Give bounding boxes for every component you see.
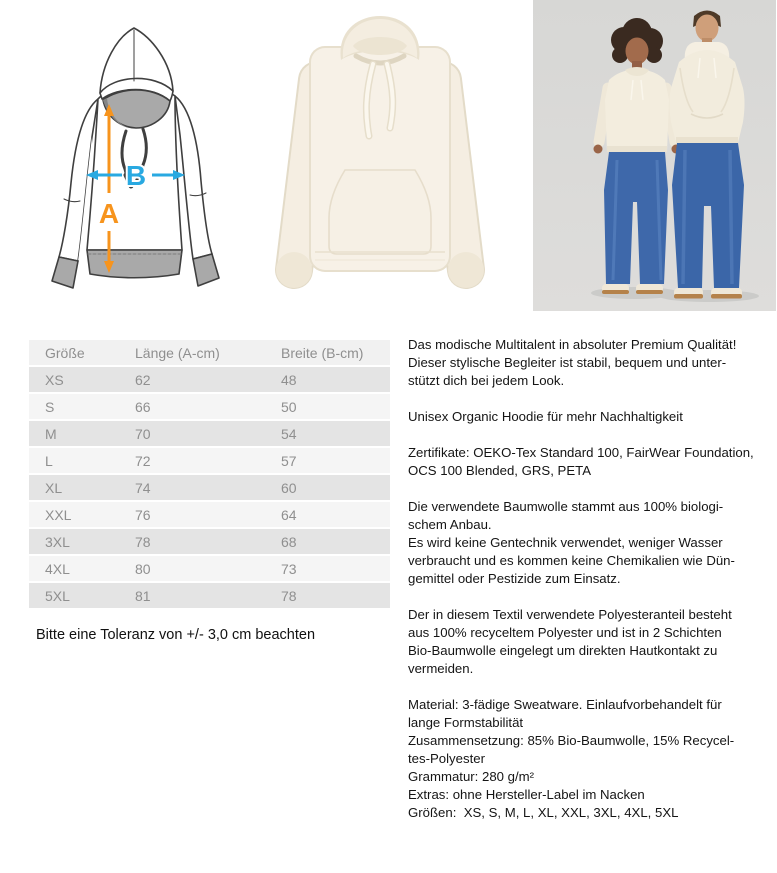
description-line: gemittel oder Pestizide zum Einsatz. [408, 571, 621, 586]
description-line: aus 100% recyceltem Polyester und ist in 2 Schichten [408, 625, 722, 640]
description-paragraph [408, 444, 773, 480]
size-table [29, 340, 390, 610]
size-table-cell: 60 [281, 474, 390, 501]
size-table-row [29, 420, 390, 447]
size-table-cell: S [29, 393, 135, 420]
size-table-cell: 78 [135, 528, 281, 555]
description-line: Grammatur: 280 g/m² [408, 769, 535, 784]
description-line: Unisex Organic Hoodie für mehr Nachhaltigkeit [408, 409, 683, 424]
description-line: Dieser stylische Begleiter ist stabil, bequem und unter- [408, 355, 727, 370]
description-line: Bio-Baumwolle eingelegt um direkten Hautkontakt zu [408, 643, 718, 658]
size-table-row [29, 447, 390, 474]
size-table-cell: XL [29, 474, 135, 501]
size-chart-drawing [30, 15, 240, 305]
size-table-row [29, 501, 390, 528]
description-paragraph [408, 408, 773, 426]
description-line: Es wird keine Gentechnik verwendet, weniger Wasser [408, 535, 723, 550]
label-a: A [98, 198, 120, 229]
description-line: vermeiden. [408, 661, 474, 676]
tolerance-note: Bitte eine Toleranz von +/- 3,0 cm beachten [36, 627, 316, 643]
size-table-cell: 72 [135, 447, 281, 474]
description-paragraph [408, 606, 773, 678]
models-wearing-hoodies-image [533, 0, 776, 311]
description-line: Die verwendete Baumwolle stammt aus 100% biologi- [408, 499, 724, 514]
size-table-row [29, 528, 390, 555]
product-description [408, 336, 773, 822]
size-table-row [29, 582, 390, 609]
product-photo [253, 8, 507, 310]
size-table-cell: 74 [135, 474, 281, 501]
size-table-cell: 70 [135, 420, 281, 447]
size-table-cell: 3XL [29, 528, 135, 555]
hoodie-product-image [253, 8, 507, 310]
size-table-row [29, 474, 390, 501]
description-line: Zusammensetzung: 85% Bio-Baumwolle, 15% Recycel- [408, 733, 735, 748]
hoodie-measure-illustration [30, 15, 240, 305]
description-line: Material: 3-fädige Sweatware. Einlaufvorbehandelt für [408, 697, 722, 712]
size-table-cell: 57 [281, 447, 390, 474]
description-line: Das modische Multitalent in absoluter Premium Qualität! [408, 337, 737, 352]
models-photo [533, 0, 776, 311]
size-table-cell: 68 [281, 528, 390, 555]
description-line: OCS 100 Blended, GRS, PETA [408, 463, 592, 478]
size-table-cell: 4XL [29, 555, 135, 582]
description-line: schem Anbau. [408, 517, 492, 532]
size-table-header-row [29, 340, 390, 366]
size-table-cell: 81 [135, 582, 281, 609]
size-table-cell: XS [29, 366, 135, 393]
description-line: Extras: ohne Hersteller-Label im Nacken [408, 787, 645, 802]
size-table-row [29, 555, 390, 582]
size-table-header-groesse: Größe [29, 340, 135, 366]
size-table-cell: 64 [281, 501, 390, 528]
description-paragraph [408, 498, 773, 588]
size-table-row [29, 393, 390, 420]
description-line: Zertifikate: OEKO-Tex Standard 100, FairWear Foundation, [408, 445, 754, 460]
description-line: Der in diesem Textil verwendete Polyesteranteil besteht [408, 607, 732, 622]
size-table-cell: 76 [135, 501, 281, 528]
size-table-cell: 48 [281, 366, 390, 393]
description-line: stützt dich bei jedem Look. [408, 373, 565, 388]
size-table-cell: 54 [281, 420, 390, 447]
description-line: verbraucht und es kommen keine Chemikalien wie Dün- [408, 553, 735, 568]
size-table-header-laenge: Länge (A-cm) [135, 340, 281, 366]
size-table-cell: L [29, 447, 135, 474]
size-table-cell: 62 [135, 366, 281, 393]
size-table-cell: 50 [281, 393, 390, 420]
description-line: Größen: XS, S, M, L, XL, XXL, 3XL, 4XL, 5XL [408, 805, 679, 820]
description-paragraph [408, 696, 773, 822]
size-table-cell: 5XL [29, 582, 135, 609]
label-b: B [125, 160, 147, 191]
size-table-cell: M [29, 420, 135, 447]
size-table-cell: 80 [135, 555, 281, 582]
size-table-cell: 78 [281, 582, 390, 609]
size-table-header-breite: Breite (B-cm) [281, 340, 390, 366]
description-line: tes-Polyester [408, 751, 485, 766]
description-line: lange Formstabilität [408, 715, 524, 730]
size-table-cell: 66 [135, 393, 281, 420]
size-table-cell: 73 [281, 555, 390, 582]
description-paragraph [408, 336, 773, 390]
size-table-row [29, 366, 390, 393]
size-table-cell: XXL [29, 501, 135, 528]
